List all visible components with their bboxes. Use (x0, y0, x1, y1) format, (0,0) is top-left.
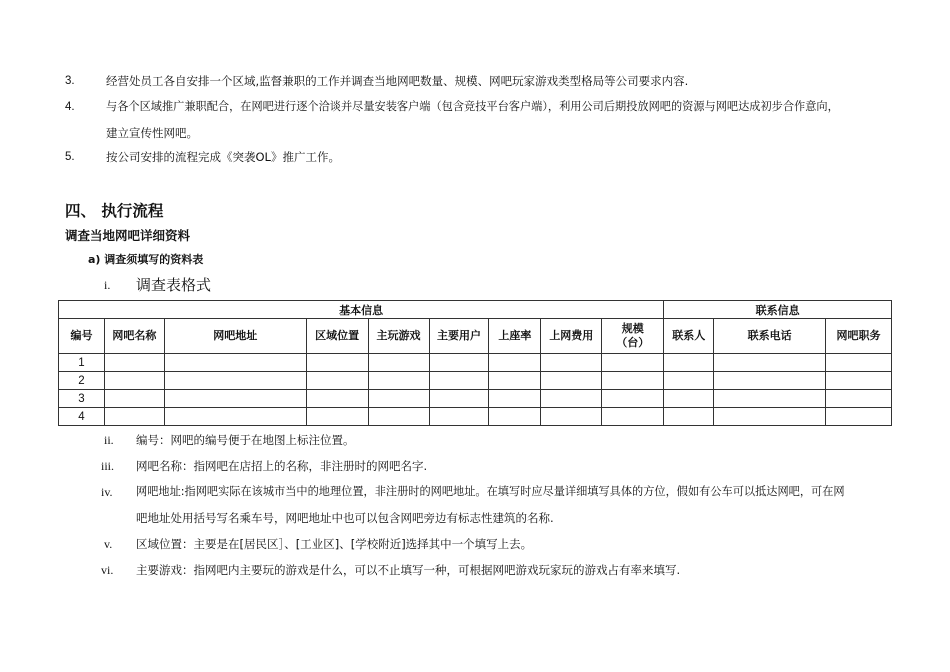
cell (368, 354, 429, 372)
roman-v: v. (104, 537, 113, 551)
col-phone: 联系电话 (714, 319, 826, 354)
cell (306, 408, 368, 426)
row-number: 3 (59, 390, 105, 408)
col-occupancy: 上座率 (489, 319, 541, 354)
cell (714, 390, 826, 408)
roman-i: i. (104, 278, 111, 292)
group-contact-info: 联系信息 (664, 301, 892, 319)
format-title: 调查表格式 (136, 276, 212, 294)
roman-iii: iii. (101, 459, 115, 473)
table-row (59, 408, 892, 426)
cell (104, 354, 164, 372)
cell (714, 372, 826, 390)
cell (164, 408, 306, 426)
cell (489, 372, 541, 390)
cell (826, 408, 892, 426)
cell (714, 408, 826, 426)
col-main-users: 主要用户 (429, 319, 489, 354)
cell (306, 372, 368, 390)
cell (826, 354, 892, 372)
note-cafe-name: 网吧名称：指网吧在店招上的名称，非注册时的网吧名字. (136, 459, 428, 473)
cell (429, 408, 489, 426)
task-4-number: 4. (65, 101, 75, 113)
section-title: 四、 执行流程 (65, 202, 164, 220)
task-3-number: 3. (65, 75, 75, 87)
col-scale (602, 319, 664, 354)
cell (826, 372, 892, 390)
group-basic-info: 基本信息 (59, 301, 664, 319)
cell (429, 390, 489, 408)
cell (489, 408, 541, 426)
cell (602, 390, 664, 408)
col-position: 网吧职务 (826, 319, 892, 354)
cell (368, 408, 429, 426)
col-scale-label: 规模（台） (616, 322, 650, 349)
survey-table (58, 300, 892, 426)
cell (104, 390, 164, 408)
cell (664, 372, 714, 390)
note-number: 编号：网吧的编号便于在地图上标注位置。 (136, 433, 355, 447)
table-row (59, 390, 892, 408)
roman-vi: vi. (101, 563, 114, 577)
cell (164, 390, 306, 408)
cell (164, 354, 306, 372)
cell (104, 408, 164, 426)
row-number: 1 (59, 354, 105, 372)
task-4-text-cont: 建立宣传性网吧。 (106, 126, 198, 140)
cell (541, 372, 602, 390)
cell (541, 408, 602, 426)
cell (429, 354, 489, 372)
cell (664, 408, 714, 426)
cell (489, 354, 541, 372)
cell (602, 408, 664, 426)
cell (602, 372, 664, 390)
cell (104, 372, 164, 390)
cell (368, 390, 429, 408)
subsection-a: a) 调查须填写的资料表 (88, 253, 204, 266)
roman-iv: iv. (101, 485, 113, 499)
cell (826, 390, 892, 408)
roman-ii: ii. (104, 433, 114, 447)
task-5-number: 5. (65, 151, 75, 163)
col-contact-person: 联系人 (664, 319, 714, 354)
cell (489, 390, 541, 408)
note-region: 区域位置：主要是在[居民区］、[工业区]、[学校附近]选择其中一个填写上去。 (136, 537, 533, 551)
row-number: 4 (59, 408, 105, 426)
cell (541, 354, 602, 372)
cell (429, 372, 489, 390)
cell (714, 354, 826, 372)
cell (164, 372, 306, 390)
col-main-games: 主玩游戏 (368, 319, 429, 354)
cell (602, 354, 664, 372)
task-3-text: 经营处员工各自安排一个区域,监督兼职的工作并调查当地网吧数量、规模、网吧玩家游戏类型格局等公司要求内容. (106, 74, 689, 88)
col-region: 区域位置 (306, 319, 368, 354)
note-cafe-address-cont: 吧地址处用括号写名乘车号，网吧地址中也可以包含网吧旁边有标志性建筑的名称. (136, 511, 554, 525)
cell (541, 390, 602, 408)
col-number: 编号 (59, 319, 105, 354)
cell (306, 354, 368, 372)
task-5-text: 按公司安排的流程完成《突袭OL》推广工作。 (106, 150, 340, 164)
table-row (59, 372, 892, 390)
cell (664, 354, 714, 372)
col-cafe-name: 网吧名称 (104, 319, 164, 354)
row-number: 2 (59, 372, 105, 390)
cell (306, 390, 368, 408)
col-fee: 上网费用 (541, 319, 602, 354)
task-4-text: 与各个区域推广兼职配合，在网吧进行逐个洽谈并尽量安装客户端（包含竞技平台客户端），利用公司后期投放网吧的资源与网吧达成初步合作意向， (106, 100, 839, 113)
cell (664, 390, 714, 408)
cell (368, 372, 429, 390)
col-cafe-address: 网吧地址 (164, 319, 306, 354)
note-cafe-address: 网吧地址:指网吧实际在该城市当中的地理位置，非注册时的网吧地址。在填写时应尽量详细填写具体的方位，假如有公车可以抵达网吧，可在网 (136, 485, 845, 498)
table-row (59, 354, 892, 372)
note-main-games: 主要游戏：指网吧内主要玩的游戏是什么，可以不止填写一种，可根据网吧游戏玩家玩的游戏占有率来填写. (136, 563, 681, 577)
section-subtitle: 调查当地网吧详细资料 (65, 228, 191, 243)
